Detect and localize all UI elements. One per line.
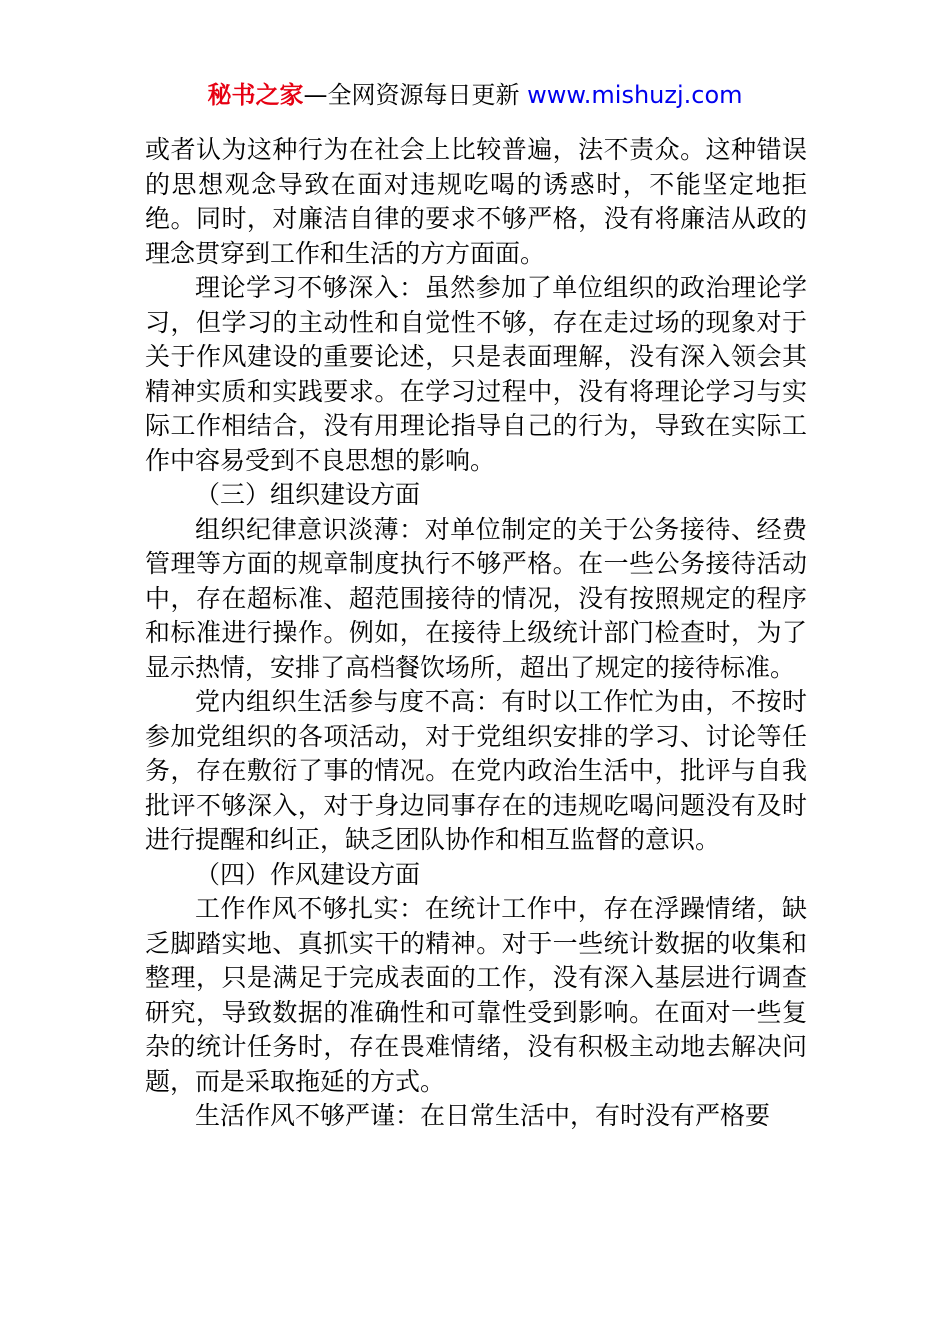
paragraph-work-style: 工作作风不够扎实：在统计工作中，存在浮躁情绪，缺乏脚踏实地、真抓实干的精神。对于一些统计数据的收集和整理，只是满足于完成表面的工作，没有深入基层进行调查研究，导致数据的准确性和可靠性受到影响。在面对一些复杂的统计任务时，存在畏难情绪，没有积极主动地去解决问题，而是采取拖延的方式。 xyxy=(145,894,807,1096)
site-tagline: —全网资源每日更新 xyxy=(303,81,528,109)
paragraph-organization-discipline: 组织纪律意识淡薄：对单位制定的关于公务接待、经费管理等方面的规章制度执行不够严格。在一些公务接待活动中，存在超标准、超范围接待的情况，没有按照规定的程序和标准进行操作。例如，在接待上级统计部门检查时，为了显示热情，安排了高档餐饮场所，超出了规定的接待标准。 xyxy=(145,514,807,682)
paragraph-party-life: 党内组织生活参与度不高：有时以工作忙为由，不按时参加党组织的各项活动，对于党组织安排的学习、讨论等任务，存在敷衍了事的情况。在党内政治生活中，批评与自我批评不够深入，对于身边同事存在的违规吃喝问题没有及时进行提醒和纠正，缺乏团队协作和相互监督的意识。 xyxy=(145,687,807,854)
paragraph-theory-study: 理论学习不够深入：虽然参加了单位组织的政治理论学习，但学习的主动性和自觉性不够，存在走过场的现象对于关于作风建设的重要论述，只是表面理解，没有深入领会其精神实质和实践要求。在学习过程中，没有将理论学习与实际工作相结合，没有用理论指导自己的行为，导致在实际工作中容易受到不良思想的影响。 xyxy=(145,273,807,475)
paragraph-life-style: 生活作风不够严谨：在日常生活中，有时没有严格要 xyxy=(195,1101,771,1130)
site-brand: 秘书之家 xyxy=(207,81,304,109)
paragraph-continued: 或者认为这种行为在社会上比较普遍，法不责众。这种错误的思想观念导致在面对违规吃喝的诱惑时，不能坚定地拒绝。同时，对廉洁自律的要求不够严格，没有将廉洁从政的理念贯穿到工作和生活的方方面面。 xyxy=(145,135,807,268)
page-header xyxy=(0,78,950,112)
section-heading-work-style: （四）作风建设方面 xyxy=(195,859,421,889)
section-heading-organization: （三）组织建设方面 xyxy=(195,480,421,509)
document-body xyxy=(145,133,807,1134)
site-url-link[interactable]: www.mishuzj.com xyxy=(527,81,743,109)
